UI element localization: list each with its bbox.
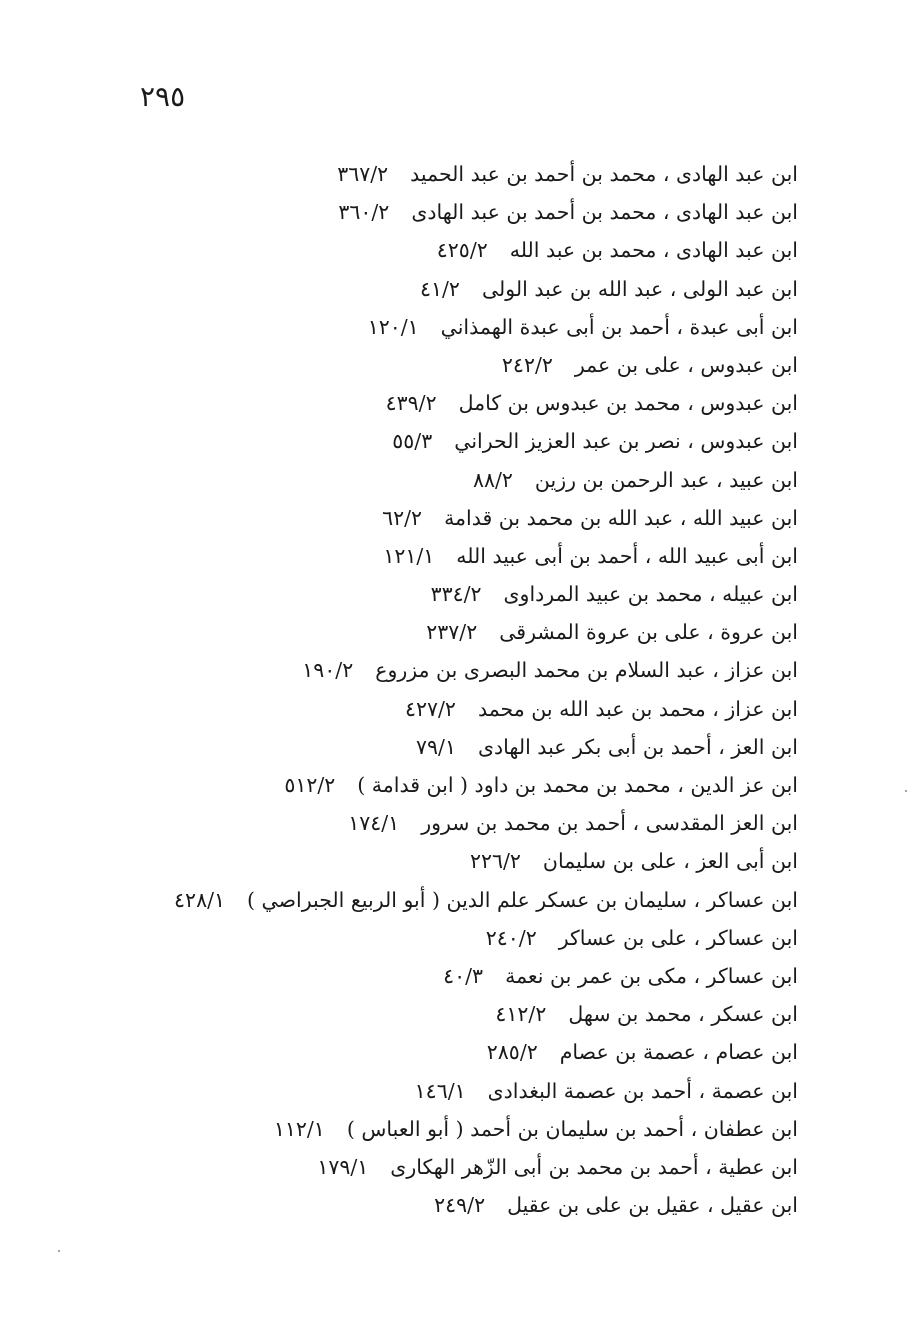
- entry-name: ابن عساكر ، على بن عساكر: [558, 925, 798, 950]
- index-entry: [38, 728, 798, 766]
- index-entry: [38, 155, 798, 193]
- index-entry: [38, 346, 798, 384]
- index-entry: [38, 575, 798, 613]
- entry-reference: ١٩٠/٢: [302, 658, 354, 683]
- page-number: ٢٩٥: [140, 80, 186, 113]
- entry-name: ابن عبدوس ، على بن عمر: [574, 352, 798, 377]
- entry-name: ابن عبدوس ، محمد بن عبدوس بن كامل: [458, 391, 798, 416]
- entry-name: ابن أبى عبيد الله ، أحمد بن أبى عبيد الله: [456, 543, 798, 568]
- index-entry: [38, 499, 798, 537]
- index-entry: [38, 308, 798, 346]
- entry-name: ابن عبدوس ، نصر بن عبد العزيز الحراني: [454, 429, 798, 454]
- entry-reference: ٣٦٧/٢: [337, 162, 389, 186]
- scan-speck: [58, 1250, 60, 1252]
- entry-reference: ٤٢٥/٢: [436, 238, 488, 263]
- index-entry: [38, 231, 798, 269]
- entry-reference: ٢٤٩/٢: [434, 1193, 486, 1218]
- entry-reference: ٥٥/٣: [392, 429, 433, 454]
- index-entry: [38, 613, 798, 651]
- entry-name: ابن عبد الهادى ، محمد بن عبد الله: [509, 238, 798, 263]
- index-entry: [38, 919, 798, 957]
- entry-name: ابن عسكر ، محمد بن سهل: [568, 1002, 798, 1027]
- entry-reference: ٢٢٦/٢: [469, 849, 521, 874]
- entry-name: ابن عروة ، على بن عروة المشرقى: [499, 620, 798, 645]
- entry-reference: ٤٠/٣: [443, 963, 484, 988]
- index-entry: [38, 1186, 798, 1224]
- entry-reference: ٢٤٢/٢: [501, 352, 553, 377]
- entry-name: ابن عز الدين ، محمد بن محمد بن داود ( ابن قدامة ): [357, 773, 798, 797]
- entry-name: ابن عقيل ، عقيل بن على بن عقيل: [507, 1193, 798, 1218]
- entry-reference: ٤٣٩/٢: [385, 391, 437, 416]
- entry-reference: ٣٣٤/٢: [430, 582, 482, 607]
- entry-name: ابن عطفان ، أحمد بن سليمان بن أحمد ( أبو العباس ): [346, 1116, 798, 1141]
- index-entry: [38, 842, 798, 880]
- entry-name: ابن عطية ، أحمد بن محمد بن أبى الزّهر الهكارى: [390, 1154, 798, 1179]
- index-entry: [38, 690, 798, 728]
- entry-name: ابن عزاز ، محمد بن عبد الله بن محمد: [477, 696, 798, 721]
- index-entry: [38, 651, 798, 689]
- index-entry: [38, 957, 798, 995]
- index-entry: [38, 1033, 798, 1071]
- index-entries-list: [38, 155, 798, 1224]
- entry-reference: ٢٤٠/٢: [485, 925, 537, 950]
- entry-reference: ٢٨٥/٢: [486, 1040, 538, 1065]
- scan-speck: [905, 790, 907, 792]
- entry-name: ابن عبيد الله ، عبد الله بن محمد بن قدامة: [444, 505, 798, 530]
- entry-reference: ٢٣٧/٢: [426, 620, 478, 645]
- entry-reference: ١٧٤/١: [348, 811, 400, 836]
- index-entry: [38, 804, 798, 842]
- entry-reference: ١٤٦/١: [414, 1078, 466, 1103]
- entry-name: ابن أبى العز ، على بن سليمان: [542, 849, 798, 874]
- entry-name: ابن عبيله ، محمد بن عبيد المرداوى: [503, 582, 798, 607]
- entry-name: ابن عساكر ، سليمان بن عسكر علم الدين ( أبو الربيع الجبراصي ): [247, 887, 798, 912]
- index-entry: [38, 766, 798, 804]
- entry-name: ابن عبد الهادى ، محمد بن أحمد بن عبد الحميد: [410, 162, 798, 186]
- entry-reference: ٣٦٠/٢: [338, 200, 390, 225]
- entry-name: ابن عبد الهادى ، محمد بن أحمد بن عبد الهادى: [411, 200, 798, 225]
- entry-reference: ١٢٠/١: [367, 314, 419, 339]
- index-entry: [38, 995, 798, 1033]
- index-entry: [38, 461, 798, 499]
- entry-name: ابن عصام ، عصمة بن عصام: [559, 1040, 798, 1065]
- entry-name: ابن أبى عبدة ، أحمد بن أبى عبدة الهمذاني: [440, 314, 798, 339]
- entry-reference: ٦٢/٢: [382, 505, 423, 530]
- entry-reference: ٤٢٧/٢: [404, 696, 456, 721]
- index-entry: [38, 881, 798, 919]
- entry-reference: ٧٩/١: [416, 734, 456, 759]
- entry-name: ابن عصمة ، أحمد بن عصمة البغدادى: [487, 1078, 798, 1103]
- entry-name: ابن عزاز ، عبد السلام بن محمد البصرى بن مزروع: [375, 658, 798, 683]
- index-entry: [38, 193, 798, 231]
- index-entry: [38, 1072, 798, 1110]
- index-entry: [38, 1148, 798, 1186]
- entry-reference: ١١٢/١: [273, 1116, 325, 1141]
- entry-name: ابن عساكر ، مكى بن عمر بن نعمة: [505, 963, 798, 988]
- entry-reference: ١٧٩/١: [317, 1154, 369, 1179]
- entry-name: ابن عبد الولى ، عبد الله بن عبد الولى: [481, 276, 798, 301]
- entry-reference: ١٢١/١: [383, 543, 435, 568]
- index-entry: [38, 422, 798, 460]
- entry-reference: ٥١٢/٢: [284, 773, 336, 797]
- entry-reference: ٤١٢/٢: [495, 1002, 547, 1027]
- index-entry: [38, 537, 798, 575]
- entry-name: ابن العز ، أحمد بن أبى بكر عبد الهادى: [477, 734, 798, 759]
- index-entry: [38, 384, 798, 422]
- index-entry: [38, 1110, 798, 1148]
- entry-reference: ٨٨/٢: [472, 467, 513, 492]
- entry-name: ابن العز المقدسى ، أحمد بن محمد بن سرور: [421, 811, 798, 836]
- entry-name: ابن عبيد ، عبد الرحمن بن رزين: [534, 467, 798, 492]
- entry-reference: ٤٢٨/١: [174, 887, 225, 912]
- entry-reference: ٤١/٢: [419, 276, 460, 301]
- index-entry: [38, 270, 798, 308]
